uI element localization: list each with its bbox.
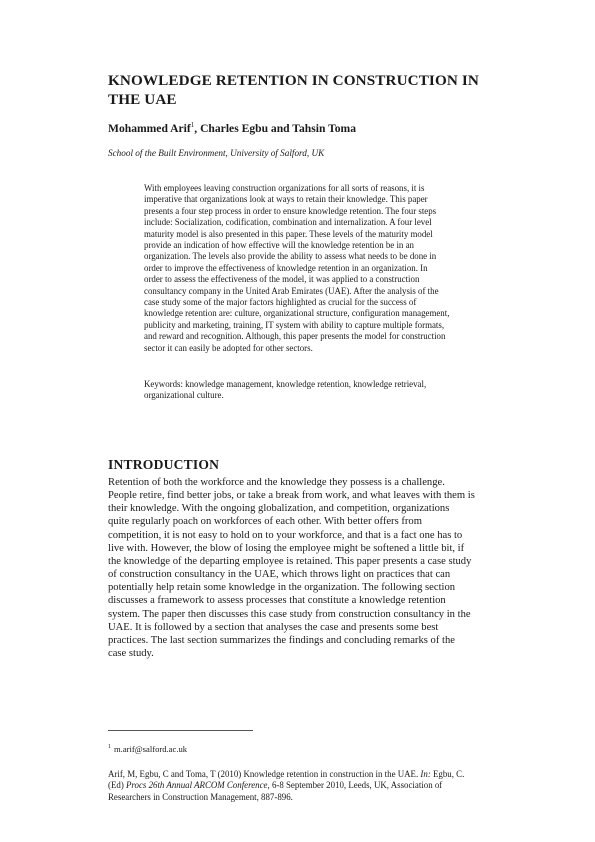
keywords-line: organizational culture. — [144, 390, 224, 401]
body-line: practices. The last section summarizes the findings and concluding remarks of the — [108, 634, 455, 646]
citation-line-2 — [108, 780, 528, 791]
abstract-line: publicity and marketing, training, IT system with ability to capture multiple formats, — [144, 319, 445, 330]
body-line: potentially help retain some knowledge in the organization. The following section — [108, 582, 456, 594]
affiliation: School of the Built Environment, University of Salford, UK — [108, 148, 325, 158]
abstract — [144, 183, 488, 354]
abstract-line: provide an indication of how effective will the knowledge retention be in an — [144, 240, 414, 251]
abstract-line: imperative that organizations look at ways to retain their knowledge. This paper — [144, 194, 428, 205]
keywords — [144, 379, 488, 402]
first-author: Mohammed Arif — [108, 122, 191, 135]
citation-line-1 — [108, 769, 528, 780]
paper-title — [108, 72, 508, 109]
citation-conference: Procs 26th Annual ARCOM Conference, — [126, 780, 270, 791]
citation-editor: Egbu, C. — [430, 769, 465, 779]
abstract-line: organization. The levels also provide the ability to assess what needs to be done in — [144, 251, 437, 262]
abstract-line: With employees leaving construction organizations for all sorts of reasons, it is — [144, 183, 425, 193]
abstract-line: and reward and recognition. Although, this paper presents the model for construction — [144, 331, 446, 342]
body-line: of construction consultancy in the UAE, which throws light on practices that can — [108, 569, 451, 581]
footnote-email-link[interactable]: m.arif@salford.ac.uk — [114, 744, 188, 754]
footnote-number: 1 — [108, 744, 111, 750]
body-line: live with. However, the blow of losing the employee might be softened a little bit, if — [108, 542, 465, 554]
body-line: Retention of both the workforce and the knowledge they possess is a challenge. — [108, 477, 445, 488]
body-line: their knowledge. With the ongoing globalization, and competition, organizations — [108, 503, 450, 515]
abstract-line: presents a four step process in order to ensure knowledge retention. The four steps — [144, 205, 437, 216]
citation-in-label: In: — [420, 769, 431, 779]
abstract-line: consultancy company in the United Arab Emirates (UAE). After the analysis of the — [144, 285, 439, 296]
abstract-line: knowledge retention are: culture, organizational structure, configuration management, — [144, 308, 450, 319]
body-line: system. The paper then discusses this case study from construction consultancy in the — [108, 608, 471, 620]
title-line-2: THE UAE — [108, 90, 177, 108]
keywords-line: Keywords: knowledge management, knowledge retention, knowledge retrieval, — [144, 379, 427, 389]
abstract-line: case study some of the major factors highlighted as crucial for the success of — [144, 297, 417, 308]
abstract-line: maturity model is also presented in this paper. These levels of the maturity model — [144, 228, 433, 239]
other-authors: , Charles Egbu and Tahsin Toma — [194, 122, 357, 135]
citation-line-3: Researchers in Construction Management, 887-896. — [108, 791, 293, 802]
footnote-mark[interactable]: 1 — [190, 121, 195, 129]
author-list — [108, 121, 356, 135]
section-heading-introduction: INTRODUCTION — [108, 457, 220, 472]
body-line: competition, it is not easy to hold on to your workforce, and that is a fact one has to — [108, 529, 463, 541]
citation-details: 6-8 September 2010, Leeds, UK, Association of — [269, 780, 443, 791]
body-line: case study. — [108, 648, 154, 660]
citation-ed: (Ed) — [108, 780, 126, 791]
introduction-body — [108, 476, 528, 660]
abstract-line: order to assess the effectiveness of the model, it was applied to a construction — [144, 274, 420, 285]
abstract-line: sector it can easily be adopted for other sectors. — [144, 342, 313, 353]
abstract-line: include: Socialization, codification, combination and internalization. A four level — [144, 217, 432, 228]
footnote-divider — [108, 730, 253, 731]
title-line-1: KNOWLEDGE RETENTION IN CONSTRUCTION IN — [108, 72, 479, 89]
body-line: People retire, find better jobs, or take a break from work, and what leaves with them is — [108, 490, 475, 502]
abstract-line: order to improve the effectiveness of knowledge retention in an organization. In — [144, 262, 428, 273]
body-line: the knowledge of the departing employee is retained. This paper presents a case study — [108, 555, 472, 567]
footnote — [108, 744, 187, 754]
citation-block — [108, 769, 528, 803]
body-line: quite regularly poach on workforces of each other. With better offers from — [108, 516, 422, 528]
body-line: discusses a framework to assess processes that constitute a knowledge retention — [108, 595, 446, 607]
citation-text: Arif, M, Egbu, C and Toma, T (2010) Knowledge retention in construction in the UAE. — [108, 769, 421, 779]
body-line: UAE. It is followed by a section that analyses the case and presents some best — [108, 621, 439, 633]
